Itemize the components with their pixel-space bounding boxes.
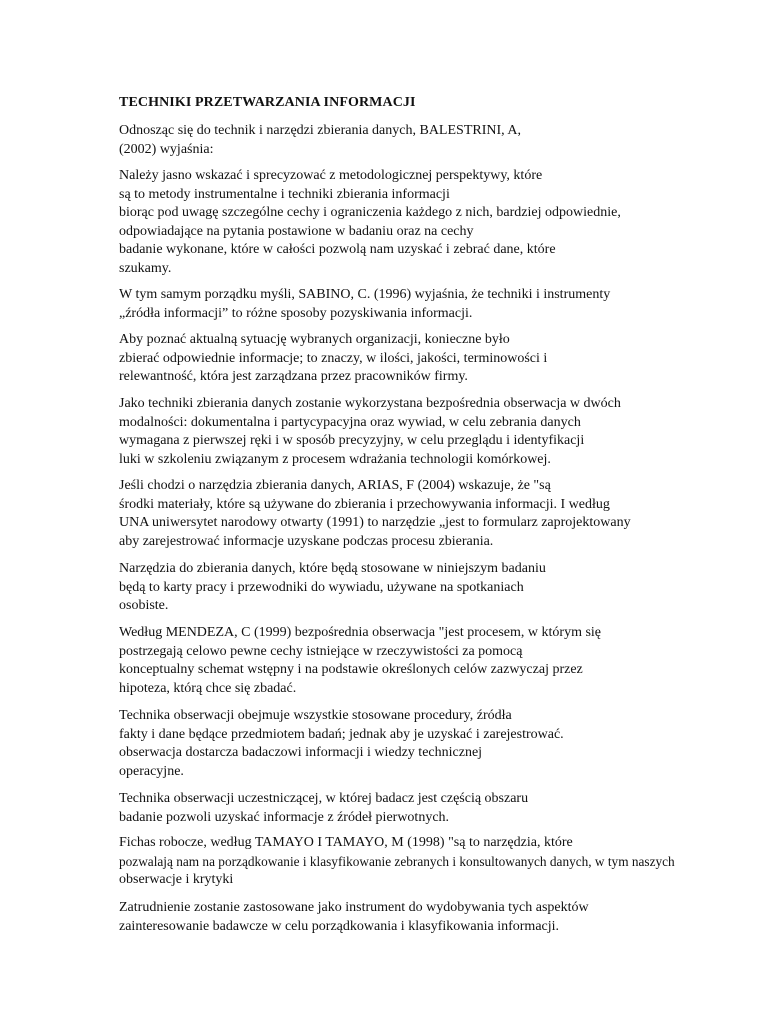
paragraph-line: zbierać odpowiednie informacje; to znaczy, w ilości, jakości, terminowości i [119,350,548,366]
paragraph-3 [119,286,610,323]
paragraph-line: Zatrudnienie zostanie zastosowane jako instrument do wydobywania tych aspektów [119,900,589,915]
paragraph-line: Jako techniki zbierania danych zostanie wykorzystana bezpośrednia obserwacja w dwóch [119,396,621,411]
paragraph-line: obserwacje i krytyki [119,872,234,887]
document-title: TECHNIKI PRZETWARZANIA INFORMACJI [119,95,416,110]
paragraph-line: UNA uniwersytet narodowy otwarty (1991) to narzędzie „jest to formularz zaprojektowany [119,515,631,530]
paragraph-line: Fichas robocze, według TAMAYO I TAMAYO, M (1998) "są to narzędzia, które [119,835,573,850]
paragraph-line: operacyjne. [119,763,184,779]
paragraph-line: postrzegają celowo pewne cechy istniejące w rzeczywistości za pomocą [119,643,523,659]
paragraph-line: Według MENDEZA, C (1999) bezpośrednia obserwacja "jest procesem, w którym się [119,625,602,640]
paragraph-7 [119,560,546,616]
paragraph-line: pozwalają nam na porządkowanie i klasyfikowanie zebranych i konsultowanych danych, w tym naszych [119,853,675,869]
paragraph-line: Technika obserwacji uczestniczącej, w której badacz jest częścią obszaru [119,791,529,806]
paragraph-line: szukamy. [119,260,172,276]
paragraph-line: badanie pozwoli uzyskać informacje z źródeł pierwotnych. [119,809,450,825]
paragraph-5 [119,395,621,469]
paragraph-8 [119,624,601,698]
paragraph-line: fakty i dane będące przedmiotem badań; jednak aby je uzyskać i zarejestrować. [119,726,564,742]
paragraph-4 [119,331,547,387]
paragraph-line: konceptualny schemat wstępny i na podstawie określonych celów zazwyczaj przez [119,662,583,677]
paragraph-line: Aby poznać aktualną sytuację wybranych organizacji, konieczne było [119,332,510,347]
paragraph-line: osobiste. [119,598,169,613]
paragraph-11 [119,834,675,890]
paragraph-1 [119,122,521,159]
paragraph-line: modalności: dokumentalna i partycypacyjna oraz wywiad, w celu zebrania danych [119,414,581,430]
paragraph-line: relewantność, która jest zarządzana przez pracowników firmy. [119,369,468,384]
paragraph-line: Narzędzia do zbierania danych, które będą stosowane w niniejszym badaniu [119,561,546,576]
paragraph-10 [119,790,528,827]
paragraph-line: biorąc pod uwagę szczególne cechy i ograniczenia każdego z nich, bardziej odpowiednie, [119,205,621,220]
paragraph-line: Należy jasno wskazać i sprecyzować z metodologicznej perspektywy, które [119,168,543,183]
paragraph-line: Technika obserwacji obejmuje wszystkie stosowane procedury, źródła [119,708,512,723]
paragraph-6 [119,477,631,551]
paragraph-line: środki materiały, które są używane do zbierania i przechowywania informacji. I według [119,496,610,512]
paragraph-line: „źródła informacji” to różne sposoby pozyskiwania informacji. [119,305,473,321]
paragraph-line: Odnosząc się do technik i narzędzi zbierania danych, BALESTRINI, A, [119,123,521,138]
paragraph-line: luki w szkoleniu związanym z procesem wdrażania technologii komórkowej. [119,451,551,467]
paragraph-line: aby zarejestrować informacje uzyskane podczas procesu zbierania. [119,533,494,549]
paragraph-line: wymagana z pierwszej ręki i w sposób precyzyjny, w celu przeglądu i identyfikacji [119,433,585,448]
paragraph-line: zainteresowanie badawcze w celu porządkowania i klasyfikowania informacji. [119,918,560,934]
paragraph-line: W tym samym porządku myśli, SABINO, C. (1996) wyjaśnia, że techniki i instrumenty [119,287,611,302]
paragraph-line: (2002) wyjaśnia: [119,141,214,157]
paragraph-2 [119,167,621,278]
paragraph-line: odpowiadające na pytania postawione w badaniu oraz na cechy [119,223,474,239]
paragraph-line: będą to karty pracy i przewodniki do wywiadu, używane na spotkaniach [119,579,524,595]
paragraph-line: obserwacja dostarcza badaczowi informacji i wiedzy technicznej [119,745,483,760]
paragraph-9 [119,707,564,781]
paragraph-line: są to metody instrumentalne i techniki zbierania informacji [119,186,450,202]
paragraph-line: Jeśli chodzi o narzędzia zbierania danych, ARIAS, F (2004) wskazuje, że "są [119,478,551,493]
paragraph-12 [119,899,589,936]
paragraph-line: badanie wykonane, które w całości pozwolą nam uzyskać i zebrać dane, które [119,242,556,257]
paragraph-line: hipoteza, którą chce się zbadać. [119,680,297,696]
